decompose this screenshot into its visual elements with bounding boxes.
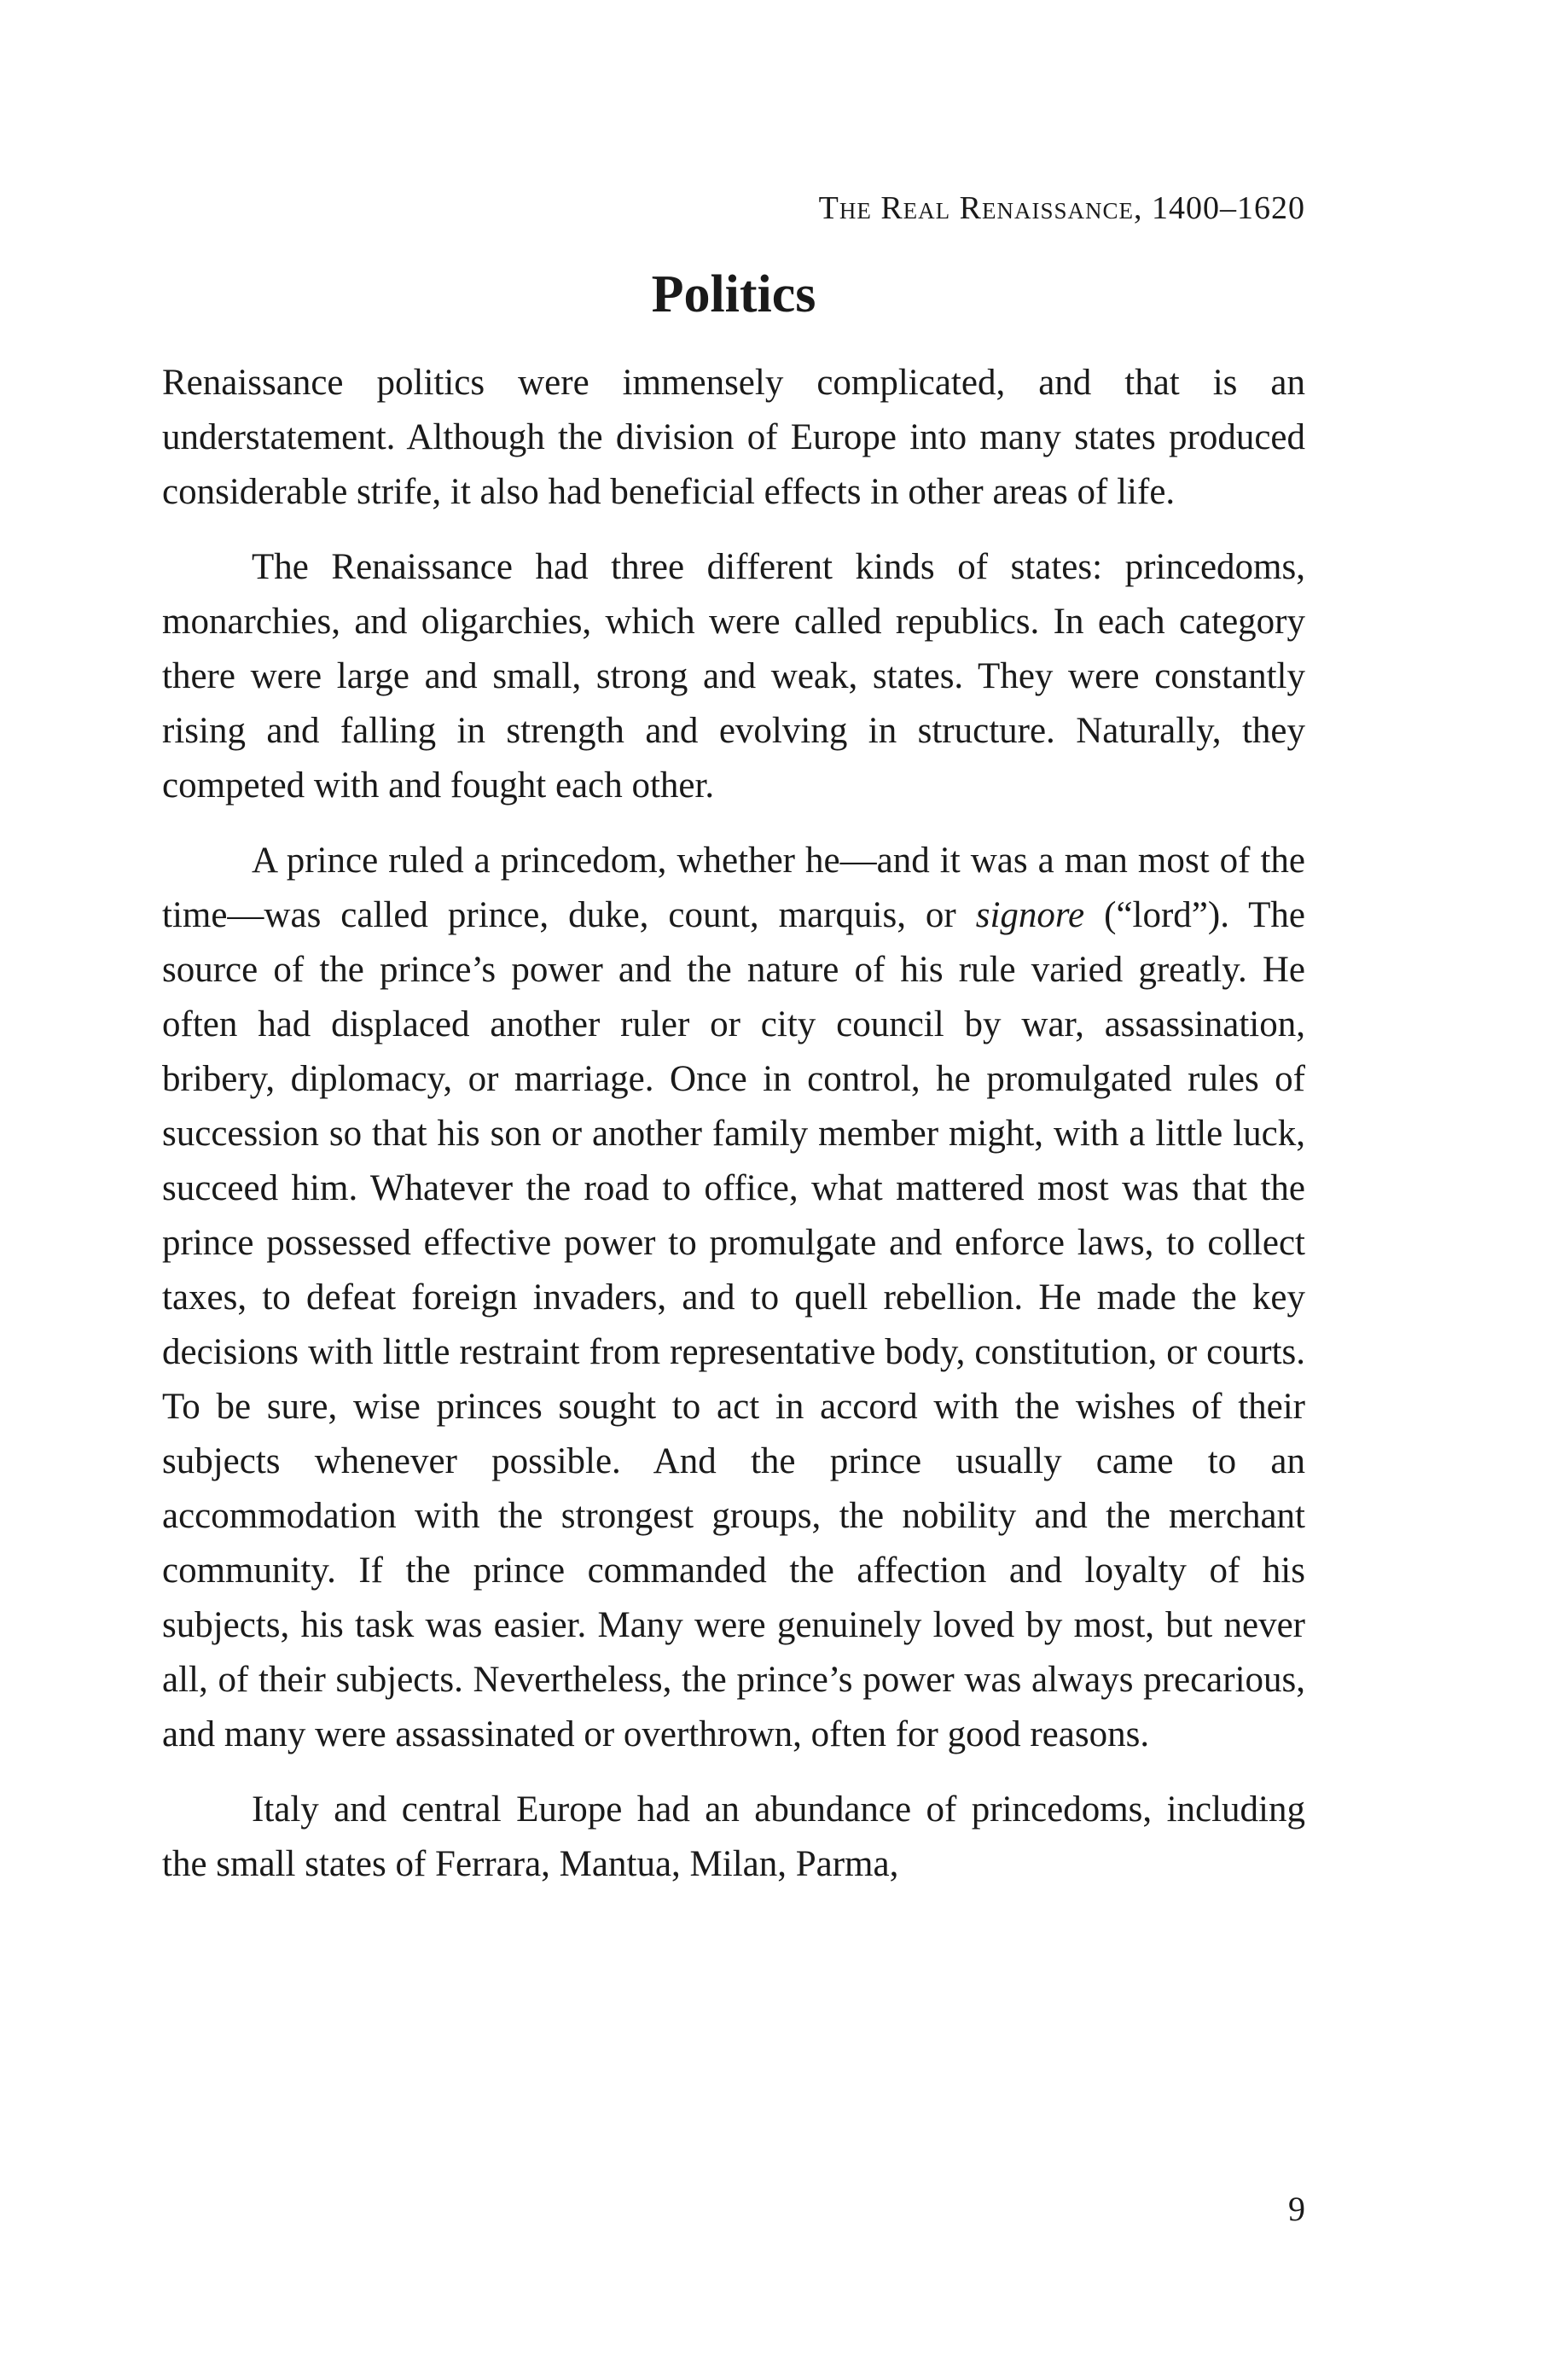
paragraph-3-part-2: (“lord”). The source of the prince’s power and the nature of his rule varied greatly. He often had displaced another ruler or city council by war, assassination, bribery, diplomacy, or marriage. Once in control, he promulgated rules of succession so that his son or another family member might, with a little luck, succeed him. Whatever the road to office, what mattered most was that the prince possessed effective power to promulgate and enforce laws, to collect taxes, to defeat foreign invaders, and to quell rebellion. He made the key decisions with little restraint from representative body, constitution, or courts. To be sure, wise princes sought to act in accord with the wishes of their subjects whenever possible. And the prince usually came to an accommodation with the strongest groups, the nobility and the merchant community. If the prince commanded the affection and loyalty of his subjects, his task was easier. Many were genuinely loved by most, but never all, of their subjects. Nevertheless, the prince’s power was always precarious, and many were assassinated or overthrown, often for good reasons.	[162, 895, 1306, 1754]
paragraph-2: The Renaissance had three different kinds of states: princedoms, monarchies, and oligarchies, which were called republics. In each category there were large and small, strong and weak, states. They were constantly rising and falling in strength and evolving in structure. Naturally, they competed with and fought each other.	[162, 547, 1305, 806]
body-text	[162, 356, 1305, 1912]
page-number: 9	[1288, 2190, 1305, 2228]
paragraph-1: Renaissance politics were immensely complicated, and that is an understatement. Although the division of Europe into many states produced considerable strife, it also had beneficial effects in other areas of life.	[162, 363, 1305, 512]
section-title: Politics	[651, 265, 816, 323]
book-page	[162, 0, 1305, 2368]
running-head: The Real Renaissance, 1400–1620	[818, 190, 1305, 226]
paragraph-4: Italy and central Europe had an abundance of princedoms, including the small states of Ferrara, Mantua, Milan, Parma,	[162, 1789, 1305, 1884]
paragraph-3-part-1: A prince ruled a princedom, whether he—and it was a man most of the time—was called prince, duke, count, marquis, or	[162, 841, 1305, 935]
paragraph-3-italic-term: signore	[975, 895, 1085, 935]
paragraph-3	[162, 834, 1305, 1762]
